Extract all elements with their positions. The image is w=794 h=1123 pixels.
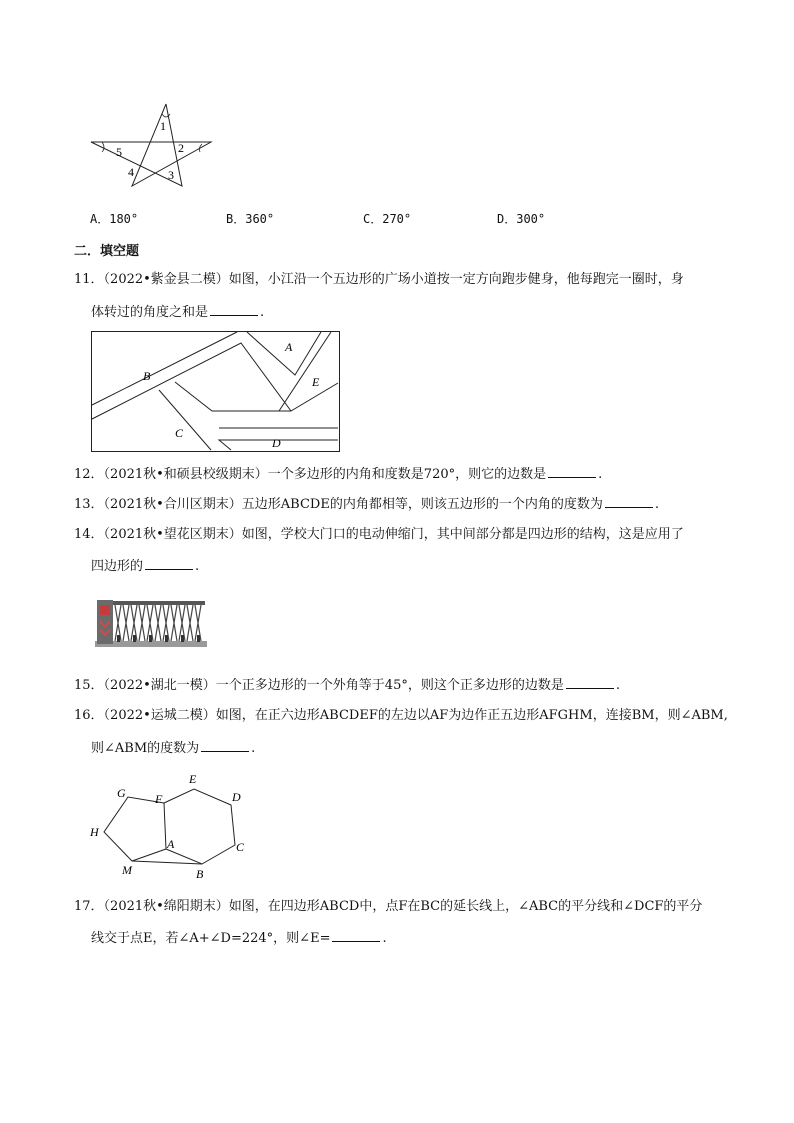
star-label-5: 5 [116, 145, 122, 159]
q16-line1: 16．（2022•运城二模）如图，在正六边形ABCDEF的左边以AF为边作正五边形AFGHM，连接BM，则∠ABM, [74, 708, 728, 723]
hex-label-f: F [155, 792, 163, 806]
option-a: A．180° [90, 212, 139, 226]
park-label-a: A [285, 340, 293, 354]
section-title: 二．填空题 [74, 244, 140, 259]
q15-end: . [615, 678, 620, 693]
q11-line2 [91, 304, 264, 321]
q17-answer-blank[interactable] [332, 930, 380, 942]
star-label-1: 1 [160, 119, 166, 133]
q16-line2 [91, 740, 255, 757]
hex-label-e: E [189, 772, 197, 786]
q12-text: 12．（2021秋•和硕县校级期末）一个多边形的内角和度数是720°，则它的边数是 [74, 467, 547, 482]
park-label-d: D [272, 436, 281, 450]
hex-label-d: D [232, 790, 241, 804]
q17-end: . [382, 931, 387, 946]
option-c: C．270° [363, 212, 412, 226]
q15-answer-blank[interactable] [566, 677, 614, 689]
q12 [74, 466, 602, 483]
star-figure [88, 100, 218, 190]
hex-label-b: B [196, 867, 204, 881]
q17-line1: 17．（2021秋•绵阳期末）如图，在四边形ABCD中，点F在BC的延长线上，∠ABC的平分线和∠DCF的平分 [74, 899, 703, 914]
hexagon-pentagon-figure [88, 770, 258, 885]
q14-answer-blank[interactable] [145, 558, 193, 570]
q13 [74, 496, 659, 513]
q16-end: . [251, 741, 256, 756]
q15-text: 15．（2022•湖北一模）一个正多边形的一个外角等于45°，则这个正多边形的边数是 [74, 678, 564, 693]
q14-end: . [195, 559, 200, 574]
q13-text: 13．（2021秋•合川区期末）五边形ABCDE的内角都相等，则该五边形的一个内角的度数为 [74, 497, 603, 512]
gate-photo [95, 597, 207, 647]
q16-text: 则∠ABM的度数为 [91, 741, 200, 756]
q12-answer-blank[interactable] [548, 466, 596, 478]
park-figure [91, 331, 341, 453]
park-border [92, 332, 340, 452]
hex-label-m: M [122, 863, 132, 877]
star-outline [91, 104, 211, 186]
q16-answer-blank[interactable] [201, 740, 249, 752]
option-b: B．360° [226, 212, 275, 226]
q17-text: 线交于点E，若∠A+∠D=224°，则∠E= [91, 931, 331, 946]
hex-label-a: A [167, 837, 175, 851]
q14-line1: 14．（2021秋•望花区期末）如图，学校大门口的电动伸缩门，其中间部分都是四边形的结构，这是应用了 [74, 527, 684, 542]
star-label-2: 2 [178, 141, 184, 155]
q11-line1: 11．（2022•紫金县二模）如图，小江沿一个五边形的广场小道按一定方向跑步健身，他每跑完一圈时，身 [74, 272, 684, 287]
q15 [74, 677, 620, 694]
q11-end: . [260, 305, 265, 320]
hex-label-h: H [90, 825, 99, 839]
park-label-c: C [175, 426, 184, 440]
q13-answer-blank[interactable] [605, 496, 653, 508]
park-label-e: E [312, 375, 320, 389]
q13-end: . [654, 497, 659, 512]
star-label-3: 3 [168, 168, 174, 182]
q11-text: 体转过的角度之和是 [91, 305, 209, 320]
hex-label-g: G [117, 786, 126, 800]
option-d: D．300° [497, 212, 546, 226]
hex-label-c: C [236, 840, 245, 854]
park-label-b: B [143, 369, 151, 383]
q12-end: . [598, 467, 603, 482]
q14-text: 四边形的 [91, 559, 144, 574]
q11-answer-blank[interactable] [210, 304, 258, 316]
q17-line2 [91, 930, 387, 947]
star-label-4: 4 [128, 165, 134, 179]
q14-line2 [91, 558, 199, 575]
